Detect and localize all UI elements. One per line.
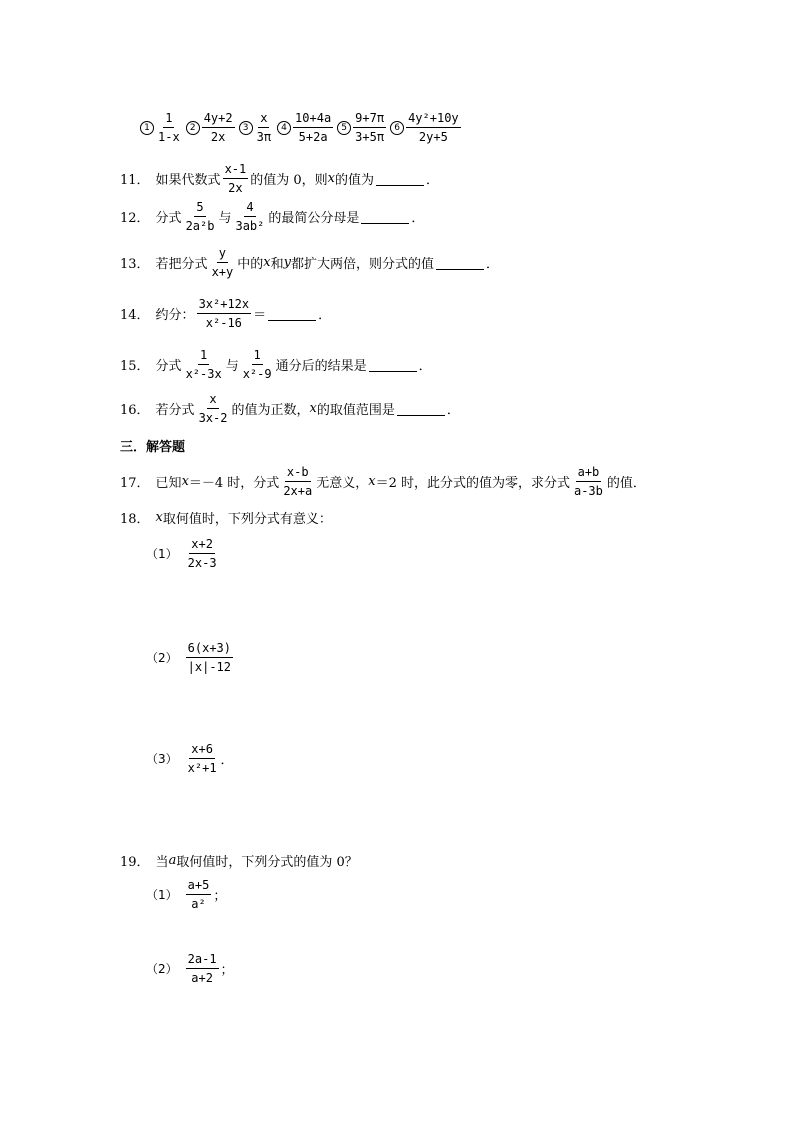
option-mark-2: 2 xyxy=(186,121,200,135)
fraction-denominator: 3+5π xyxy=(355,130,385,144)
fraction xyxy=(197,391,230,426)
question-number: 13． xyxy=(120,257,150,272)
question-text: 当 xyxy=(155,855,169,870)
question-text: 若把分式 xyxy=(155,257,208,272)
part-label: （2） xyxy=(146,651,178,665)
fraction-denominator: x²-9 xyxy=(242,367,272,381)
fraction xyxy=(186,877,212,912)
question-17 xyxy=(120,464,646,499)
fraction xyxy=(223,161,249,196)
answer-blank[interactable] xyxy=(436,255,484,270)
fraction-numerator: 4y+2 xyxy=(202,110,235,128)
question-18-part-2 xyxy=(146,640,235,675)
question-text: ． xyxy=(318,308,332,323)
fraction xyxy=(233,199,266,234)
answer-blank[interactable] xyxy=(376,171,424,186)
fraction-numerator: 1 xyxy=(252,347,263,365)
fraction-denominator: x²-16 xyxy=(205,316,242,330)
question-text: 的取值范围是 xyxy=(316,403,395,418)
fraction-numerator: 9+7π xyxy=(353,110,386,128)
part-label: （3） xyxy=(146,752,178,766)
option-fraction-6 xyxy=(406,110,461,145)
variable: y xyxy=(283,255,291,270)
part-label: （2） xyxy=(146,962,178,976)
fraction-denominator: 2x-3 xyxy=(187,556,217,570)
fraction xyxy=(184,347,224,382)
question-text: 通分后的结果是 xyxy=(275,359,367,374)
question-text: 和 xyxy=(270,257,284,272)
fraction-denominator: 5+2a xyxy=(298,130,328,144)
fraction-numerator: 4y²+10y xyxy=(406,110,461,128)
fraction-denominator: 2y+5 xyxy=(418,130,448,144)
question-15 xyxy=(120,347,432,382)
fraction-numerator: 4 xyxy=(244,199,255,217)
variable: x xyxy=(263,255,271,270)
fraction-numerator: 3x²+12x xyxy=(197,296,252,314)
variable: x xyxy=(155,510,163,525)
question-text: 取何值时，下列分式有意义： xyxy=(162,512,332,527)
question-number: 16． xyxy=(120,403,150,418)
fraction-numerator: x xyxy=(207,391,218,409)
question-text: 的最简公分母是 xyxy=(268,211,360,226)
question-text: ． xyxy=(411,211,425,226)
fraction xyxy=(186,741,219,776)
option-mark-1: 1 xyxy=(140,121,154,135)
option-mark-4: 4 xyxy=(277,121,291,135)
fraction-numerator: a+5 xyxy=(186,877,212,895)
fraction-denominator: a+2 xyxy=(191,971,213,985)
question-text: ＝2 时，此分式的值为零，求分式 xyxy=(375,476,570,491)
answer-blank[interactable] xyxy=(369,357,417,372)
fraction-numerator: x-1 xyxy=(223,161,249,179)
question-text: 的值为 0，则 xyxy=(250,173,328,188)
question-number: 12． xyxy=(120,211,150,226)
fraction xyxy=(197,296,252,331)
fraction-numerator: x-b xyxy=(285,464,311,482)
fraction-denominator: a² xyxy=(191,897,206,911)
option-fraction-5 xyxy=(353,110,386,145)
question-19-part-2 xyxy=(146,951,234,986)
fraction-numerator: a+b xyxy=(576,464,602,482)
question-text: ； xyxy=(220,963,234,978)
option-mark-6: 6 xyxy=(390,121,404,135)
option-mark-3: 3 xyxy=(239,121,253,135)
answer-blank[interactable] xyxy=(268,306,316,321)
fraction-denominator: 3x-2 xyxy=(198,411,228,425)
question-number: 15． xyxy=(120,359,150,374)
question-14 xyxy=(120,296,331,331)
variable: x xyxy=(309,401,317,416)
question-text: 约分： xyxy=(155,308,195,323)
question-text: ． xyxy=(220,753,234,768)
fraction-numerator: 1 xyxy=(198,347,209,365)
question-text: ＝－4 时，分式 xyxy=(188,476,280,491)
fraction-denominator: |x|-12 xyxy=(187,660,231,674)
question-number: 18． xyxy=(120,512,150,527)
fraction-numerator: 10+4a xyxy=(293,110,333,128)
fraction-denominator: 3π xyxy=(256,130,272,144)
question-text: 若分式 xyxy=(155,403,195,418)
section-heading xyxy=(120,436,185,455)
option-fraction-1 xyxy=(156,110,182,145)
question-number: 17． xyxy=(120,476,150,491)
question-number: 11． xyxy=(120,173,150,188)
question-text: ； xyxy=(213,889,227,904)
fraction-denominator: 1-x xyxy=(158,130,180,144)
variable: a xyxy=(168,853,177,868)
question-16 xyxy=(120,391,460,426)
section-title: 三．解答题 xyxy=(120,440,186,455)
question-18 xyxy=(120,508,332,527)
fraction xyxy=(572,464,605,499)
question-text: 中的 xyxy=(237,257,264,272)
fraction-denominator: 2x xyxy=(210,130,226,144)
fraction-denominator: x²+1 xyxy=(187,761,217,775)
fraction-denominator: 2a²b xyxy=(185,219,215,233)
option-fraction-2 xyxy=(202,110,235,145)
question-18-part-3 xyxy=(146,741,234,776)
question-11 xyxy=(120,161,439,196)
question-number: 19． xyxy=(120,855,150,870)
fraction-numerator: x+2 xyxy=(189,536,215,554)
question-number: 14． xyxy=(120,308,150,323)
option-mark-5: 5 xyxy=(337,121,351,135)
question-text: 的值为 xyxy=(335,173,375,188)
options-line xyxy=(138,110,463,145)
fraction xyxy=(241,347,274,382)
question-text: 分式 xyxy=(155,359,182,374)
part-label: （1） xyxy=(146,888,178,902)
fraction xyxy=(184,199,217,234)
answer-blank[interactable] xyxy=(361,209,409,224)
option-fraction-4 xyxy=(293,110,333,145)
fraction-numerator: 2a-1 xyxy=(186,951,219,969)
fraction-denominator: x+y xyxy=(211,265,234,279)
fraction-numerator: x+6 xyxy=(189,741,215,759)
part-label: （1） xyxy=(146,547,178,561)
question-text: ． xyxy=(486,257,500,272)
question-text: ． xyxy=(418,359,432,374)
fraction-denominator: 2x+a xyxy=(283,484,313,498)
variable: x xyxy=(368,474,376,489)
fraction xyxy=(281,464,314,499)
fraction-denominator: 2x xyxy=(228,181,243,195)
question-12 xyxy=(120,199,424,234)
question-text: ． xyxy=(426,173,440,188)
question-19-part-1 xyxy=(146,877,226,912)
fraction-numerator: y xyxy=(217,245,228,263)
question-19 xyxy=(120,851,358,870)
question-text: 与 xyxy=(225,359,239,374)
fraction-numerator: x xyxy=(258,110,269,128)
fraction-denominator: x²-3x xyxy=(185,367,222,381)
fraction xyxy=(186,951,219,986)
question-text: 的值． xyxy=(606,476,646,491)
question-text: 已知 xyxy=(155,476,182,491)
question-text: 的值为正数， xyxy=(231,403,310,418)
question-text: 都扩大两倍，则分式的值 xyxy=(290,257,434,272)
fraction xyxy=(186,536,219,571)
fraction-numerator: 6(x+3) xyxy=(186,640,233,658)
fraction-numerator: 1 xyxy=(163,110,174,128)
question-text: 分式 xyxy=(155,211,182,226)
question-text: 如果代数式 xyxy=(155,173,221,188)
question-text: 取何值时，下列分式的值为 0？ xyxy=(176,855,358,870)
question-text: ． xyxy=(446,403,460,418)
fraction-denominator: 3ab² xyxy=(235,219,265,233)
fraction xyxy=(186,640,233,675)
question-13 xyxy=(120,245,499,280)
question-text: 与 xyxy=(218,211,232,226)
fraction-numerator: 5 xyxy=(194,199,205,217)
variable: x xyxy=(327,171,335,186)
option-fraction-3 xyxy=(255,110,273,145)
fraction-denominator: a-3b xyxy=(573,484,603,498)
answer-blank[interactable] xyxy=(397,401,445,416)
question-18-part-1 xyxy=(146,536,221,571)
fraction xyxy=(210,245,236,280)
variable: x xyxy=(181,474,189,489)
equals-sign: ＝ xyxy=(253,308,267,323)
question-text: 无意义， xyxy=(316,476,369,491)
